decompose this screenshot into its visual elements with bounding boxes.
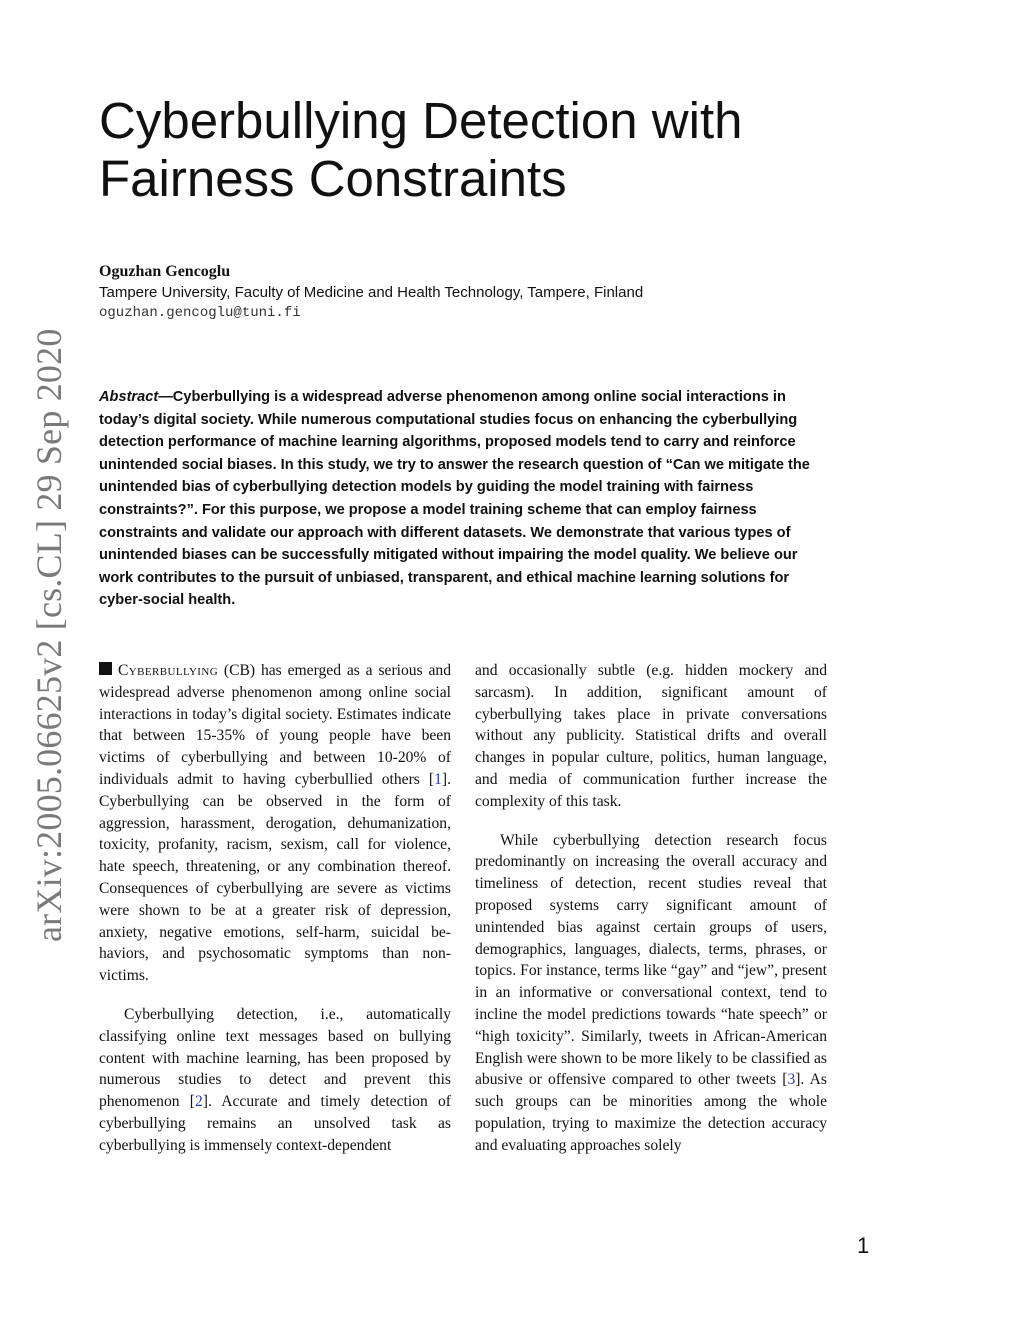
citation-link-2[interactable]: 2 — [194, 1093, 203, 1111]
paper-title — [99, 92, 859, 208]
paper-title-line-2: Fairness Constraints — [99, 150, 567, 207]
citation-link-1[interactable]: 1 — [434, 770, 442, 788]
intro-paragraph-4 — [475, 830, 827, 1157]
abstract — [99, 386, 827, 612]
intro-p4-text-b: ]. As such groups can be minorities among the whole population, trying to maximize the detection accuracy and evaluating approaches solely — [475, 1071, 827, 1154]
intro-p4-text-a: While cyberbullying detection research focus predominantly on increasing the overall accuracy and timeliness of detection, recent studies reveal that proposed systems carry significant amount of unintended bias against certain groups of users, demographics, languages, dialects, terms, phrases, or topics. For instance, terms like “gay” and “jew”, present in an informative or conversational context, tend to incline the model predictions towards “hate speech” or “high toxicity”. Similarly, tweets in African-American English were shown to be more likely to be classified as abusive or offensive compared to other tweets [ — [475, 831, 827, 1089]
intro-lead-word: Cyberbullying — [118, 662, 219, 679]
body-column-left — [99, 660, 451, 1157]
intro-paragraph-3: and occasionally subtle (e.g. hidden mockery and sarcasm). In addition, significant amount of cyberbullying takes place in private conversations without any publicity. Statistical drifts and overall changes in popular culture, politics, human language, and media of communication further increase the complexity of this task. — [475, 662, 827, 810]
abstract-text: —Cyberbullying is a widespread adverse phenomenon among online social interactions in today’s digital society. While numerous computational studies focus on enhancing the cyberbullying detection performance of machine learning algorithms, proposed models tend to carry and reinforce unintended social biases. In this study, we try to answer the research question of “Can we mitigate the unintended bias of cyberbullying detection models by guiding the model training with fairness constraints?”. For this purpose, we propose a model training scheme that can employ fairness constraints and validate our approach with different datasets. We demonstrate that various types of unintended biases can be successfully mitigated without impairing the model quality. We believe our work contributes to the pursuit of unbiased, transparent, and ethical machine learning solutions for cyber-social health. — [99, 389, 810, 609]
intro-p2-text-b: ]. Accurate and timely detection of cyberbullying remains an unsolved task as cyberbullying is immensely context-dependent — [99, 1093, 451, 1154]
page-number: 1 — [857, 1233, 870, 1258]
intro-paragraph-2 — [99, 1004, 451, 1157]
intro-p2-text-a: Cyberbullying detection, i.e., automatically classifying online text messages based on bullying content with machine learning, has been proposed by numerous studies to detect and prevent this phenomenon [ — [99, 1005, 451, 1111]
arxiv-identifier-stamp: arXiv:2005.06625v2 [cs.CL] 29 Sep 2020 — [29, 328, 69, 942]
author-block — [99, 262, 859, 324]
intro-p1-text-b: ]. Cyberbullying can be observed in the form of aggression, harassment, derogation, dehumanization, toxicity, profanity, racism, sexism, call for violence, hate speech, threatening, or any combination thereof. Consequences of cyberbullying are severe as victims were shown to be at a greater risk of depression, anxiety, negative emotions, self-harm, suicidal behaviors, and psychosomatic symptoms than non-victims. — [99, 770, 451, 985]
abstract-label: Abstract — [99, 389, 159, 405]
body-column-right — [475, 660, 827, 1157]
paper-title-line-1: Cyberbullying Detection with — [99, 92, 743, 149]
section-start-square-icon — [99, 662, 112, 675]
author-name: Oguzhan Gencoglu — [99, 263, 231, 280]
author-affiliation: Tampere University, Faculty of Medicine and Health Technology, Tampere, Finland — [99, 284, 644, 301]
citation-link-3[interactable]: 3 — [787, 1071, 796, 1089]
intro-paragraph-1 — [99, 660, 451, 987]
author-email[interactable]: oguzhan.gencoglu@tuni.fi — [99, 305, 301, 321]
intro-p1-text-a: (CB) has emerged as a serious and widespread adverse phenomenon among online social interactions in today’s digital society. Estimates indicate that between 15-35% of young people have been victims of cyberbullying and between 10-20% of individuals admit to having cyberbullied others [ — [99, 662, 451, 788]
